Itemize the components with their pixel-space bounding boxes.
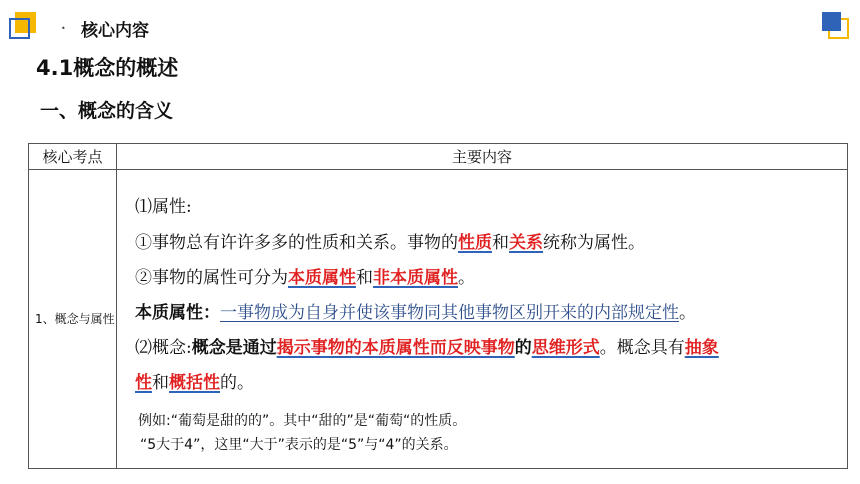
essential-attribute-definition [135, 298, 696, 323]
attribute-line-1 [135, 228, 645, 253]
example-line-1: 例如:“葡萄是甜的的”。其中“甜的”是“葡萄“的性质。 [138, 413, 467, 429]
highlight-text: 性质 [458, 233, 492, 253]
highlight-text: 本质属性 [288, 268, 356, 288]
text: 和 [152, 373, 169, 393]
text: 的。 [220, 373, 254, 393]
text: ⑴属性: [135, 197, 192, 217]
text: 。 [458, 268, 475, 288]
text: 和 [492, 233, 509, 253]
text: 。 [679, 303, 696, 323]
concept-line-1 [135, 333, 719, 358]
logo-squares-left [9, 12, 36, 39]
bullet-dot: • [61, 24, 66, 33]
highlight-text: 抽象 [684, 338, 719, 358]
content-table [28, 143, 848, 469]
highlight-text: 性 [135, 373, 152, 393]
concept-line-2 [135, 368, 254, 393]
header-cell-topic: 核心考点 [29, 144, 117, 170]
highlight-text: 非本质属性 [373, 268, 458, 288]
section-subheading: 一、概念的含义 [40, 100, 174, 122]
blue-outline-square-icon [9, 18, 30, 39]
highlight-text: 关系 [509, 233, 543, 253]
highlight-text: 思维形式 [531, 338, 600, 358]
table-row [29, 170, 848, 469]
highlight-text: 揭示事物的本质属性而反映事物 [276, 338, 515, 358]
content-cell [117, 170, 848, 469]
label-text: 本质属性： [135, 303, 220, 323]
attribute-heading [135, 192, 192, 217]
definition-text: 一事物成为自身并使该事物同其他事物区别开来的内部规定性 [220, 303, 679, 323]
text: 概念是通过 [191, 338, 277, 358]
topic-cell: 1、概念与属性 [29, 170, 117, 469]
text: 统称为属性。 [543, 233, 645, 253]
text: ①事物总有许许多多的性质和关系。事物的 [135, 233, 458, 253]
text: 。概念具有 [599, 338, 685, 358]
table-header-row [29, 144, 848, 170]
example-line-2: “5大于4”，这里“大于”表示的是“5”与“4”的关系。 [140, 437, 458, 453]
logo-squares-right [822, 12, 849, 39]
text: 和 [356, 268, 373, 288]
highlight-text: 概括性 [169, 373, 220, 393]
header-title: 核心内容 [81, 21, 149, 41]
text: 的 [514, 338, 532, 358]
attribute-line-2 [135, 263, 475, 288]
text: ②事物的属性可分为 [135, 268, 288, 288]
text: ⑵概念: [135, 338, 192, 358]
blue-square-icon [822, 12, 841, 31]
section-heading: 4.1概念的概述 [36, 56, 179, 80]
header-cell-content: 主要内容 [117, 144, 848, 170]
